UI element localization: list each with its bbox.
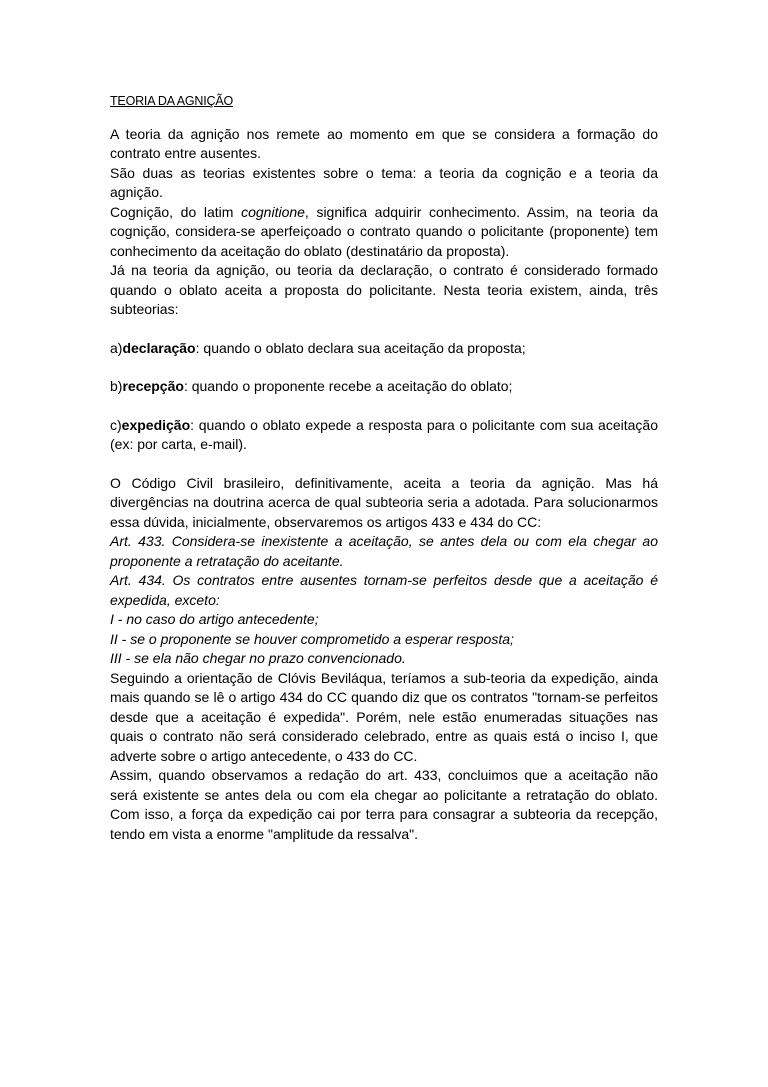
subtheory-prefix: c) [110, 416, 122, 433]
article-434-item: II - se o proponente se houver comprometido a esperar resposta; [110, 630, 514, 647]
paragraph-intro: A teoria da agnição nos remete ao momento em que se considera a formação do contrato entre ausentes. [110, 125, 658, 161]
article-433: Art. 433. Considera-se inexistente a aceitação, se antes dela ou com ela chegar ao proponente a retratação do aceitante. [110, 533, 658, 569]
spacer [110, 397, 658, 416]
subtheory-term: expedição [121, 416, 191, 433]
subtheory-text: : quando o proponente recebe a aceitação do oblato; [183, 378, 513, 394]
article-434-item: I - no caso do artigo antecedente; [110, 611, 319, 627]
spacer [110, 455, 658, 474]
subtheory-text: : quando o oblato expede a resposta para o policitante com sua aceitação (ex: por carta, e-mail). [110, 416, 658, 452]
article-434: Art. 434. Os contratos entre ausentes tornam-se perfeitos desde que a aceitação é expedida, exceto: [110, 572, 658, 608]
document-title: TEORIA DA AGNIÇÃO [110, 94, 234, 108]
paragraph-cognition [110, 203, 658, 262]
subtheory-term: declaração [122, 339, 196, 356]
subtheory-expedicao [110, 416, 658, 455]
spacer [110, 358, 658, 377]
cognition-text-after: , significa adquirir conhecimento. Assim, na teoria da cognição, considera-se aperfeiçoado o contrato quando o policitante (proponente) tem conhecimento da aceitação do oblato (destinatário da proposta). [110, 203, 658, 259]
document-body [110, 92, 658, 844]
subtheory-recepcao [110, 377, 658, 397]
paragraph-civil-code: O Código Civil brasileiro, definitivamente, aceita a teoria da agnição. Mas há divergências na doutrina acerca de qual subteoria seria a adotada. Para solucionarmos essa dúvida, inicialmente, observaremos os artigos 433 e 434 do CC: [110, 474, 658, 530]
paragraph-two-theories: São duas as teorias existentes sobre o tema: a teoria da cognição e a teoria da agnição. [110, 164, 658, 200]
article-434-item: III - se ela não chegar no prazo convencionado. [110, 650, 406, 666]
subtheory-text: : quando o oblato declara sua aceitação da proposta; [195, 339, 526, 356]
latin-term: cognitione [241, 203, 305, 220]
subtheory-prefix: b) [110, 378, 123, 394]
paragraph-conclusion: Assim, quando observamos a redação do art. 433, concluimos que a aceitação não será existente se antes dela ou com ela chegar ao policitante a retratação do oblato. Com isso, a força da expedição cai por terra para consagrar a subteoria da recepção, tendo em vista a enorme "amplitude da ressalva". [110, 767, 658, 842]
paragraph-bevilaqua: Seguindo a orientação de Clóvis Beviláqua, teríamos a sub-teoria da expedição, ainda mais quando se lê o artigo 434 do CC quando diz que os contratos "tornam-se perfeitos desde que a aceitação é expedida". Porém, nele estão enumeradas situações nas quais o contrato não será considerado celebrado, entre as quais está o inciso I, que adverte sobre o artigo antecedente, o 433 do CC. [110, 669, 658, 764]
spacer [110, 320, 658, 339]
subtheory-term: recepção [122, 378, 184, 394]
cognition-text-before: Cognição, do latim [110, 203, 242, 220]
subtheory-declaracao [110, 339, 658, 359]
paragraph-agnition: Já na teoria da agnição, ou teoria da declaração, o contrato é considerado formado quando o oblato aceita a proposta do policitante. Nesta teoria existem, ainda, três subteorias: [110, 262, 658, 317]
subtheory-prefix: a) [110, 339, 123, 356]
